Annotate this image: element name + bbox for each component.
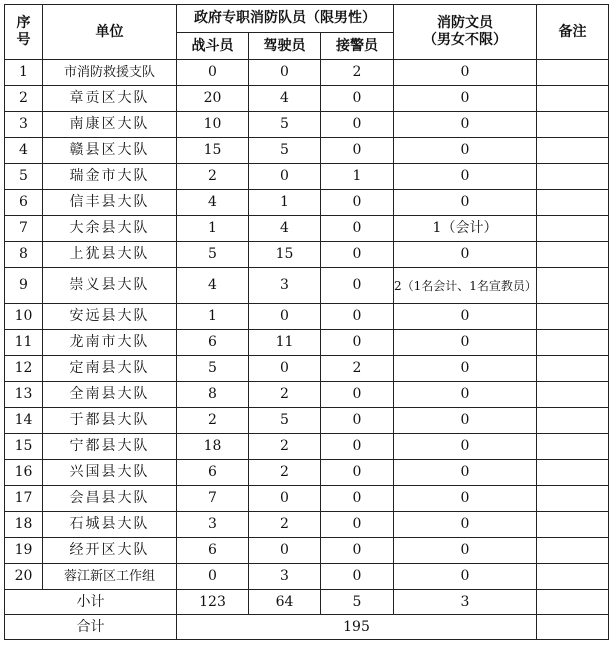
remark-cell [537, 164, 609, 190]
total-label: 合计 [5, 615, 177, 640]
civil-staff-cell: 0 [394, 512, 537, 538]
recruitment-table [4, 4, 609, 640]
civil-staff-cell: 0 [394, 486, 537, 512]
fighter-cell: 7 [177, 486, 249, 512]
civil-staff-cell: 0 [394, 434, 537, 460]
fighter-cell: 5 [177, 242, 249, 268]
table-row [5, 190, 609, 216]
remark-cell [537, 564, 609, 590]
remark-cell [537, 408, 609, 434]
unit-cell: 瑞金市大队 [43, 164, 177, 190]
unit-cell: 南康区大队 [43, 112, 177, 138]
remark-cell [537, 356, 609, 382]
remark-cell [537, 460, 609, 486]
subtotal-fighter: 123 [177, 590, 249, 615]
row-number-cell: 10 [5, 304, 43, 330]
driver-cell: 0 [249, 304, 321, 330]
row-number-cell: 4 [5, 138, 43, 164]
table-row [5, 60, 609, 86]
unit-cell: 上犹县大队 [43, 242, 177, 268]
remark-cell [537, 138, 609, 164]
dispatcher-cell: 0 [321, 138, 394, 164]
fighter-cell: 5 [177, 356, 249, 382]
dispatcher-cell: 0 [321, 408, 394, 434]
civil-staff-cell: 2（1名会计、1名宣教员） [394, 268, 537, 304]
row-number-cell: 3 [5, 112, 43, 138]
fighter-cell: 20 [177, 86, 249, 112]
row-number-cell: 18 [5, 512, 43, 538]
driver-cell: 3 [249, 268, 321, 304]
seq-header [5, 5, 43, 60]
driver-cell: 0 [249, 486, 321, 512]
row-number-cell: 9 [5, 268, 43, 304]
total-value: 195 [177, 615, 537, 640]
remark-cell [537, 86, 609, 112]
table-row [5, 86, 609, 112]
table-row [5, 356, 609, 382]
unit-cell: 宁都县大队 [43, 434, 177, 460]
table-header [5, 5, 609, 60]
fighter-cell: 10 [177, 112, 249, 138]
unit-cell: 会昌县大队 [43, 486, 177, 512]
remark-header: 备注 [537, 5, 609, 60]
fighter-cell: 6 [177, 330, 249, 356]
table-row [5, 382, 609, 408]
dispatcher-cell: 0 [321, 190, 394, 216]
civil-staff-cell: 0 [394, 330, 537, 356]
driver-cell: 4 [249, 86, 321, 112]
table-row [5, 112, 609, 138]
row-number-cell: 6 [5, 190, 43, 216]
dispatcher-cell: 0 [321, 242, 394, 268]
row-number-cell: 17 [5, 486, 43, 512]
row-number-cell: 19 [5, 538, 43, 564]
driver-cell: 3 [249, 564, 321, 590]
subtotal-label: 小计 [5, 590, 177, 615]
fighter-cell: 1 [177, 304, 249, 330]
row-number-cell: 16 [5, 460, 43, 486]
subtotal-civil: 3 [394, 590, 537, 615]
unit-cell: 龙南市大队 [43, 330, 177, 356]
fighter-cell: 6 [177, 460, 249, 486]
civil-staff-cell: 0 [394, 112, 537, 138]
dispatcher-cell: 2 [321, 356, 394, 382]
seq-header-bottom: 号 [16, 32, 31, 48]
firefighter-group-header: 政府专职消防队员（限男性） [177, 5, 394, 33]
remark-cell [537, 330, 609, 356]
civil-staff-header-bottom: （男女不限） [423, 32, 507, 48]
table-row [5, 330, 609, 356]
remark-cell [537, 304, 609, 330]
dispatcher-cell: 0 [321, 86, 394, 112]
driver-cell: 0 [249, 60, 321, 86]
table-row [5, 512, 609, 538]
fighter-cell: 0 [177, 564, 249, 590]
driver-cell: 5 [249, 408, 321, 434]
driver-cell: 2 [249, 434, 321, 460]
table-row [5, 242, 609, 268]
driver-cell: 11 [249, 330, 321, 356]
subtotal-dispatcher: 5 [321, 590, 394, 615]
row-number-cell: 2 [5, 86, 43, 112]
remark-cell [537, 538, 609, 564]
civil-staff-cell: 1（会计） [394, 216, 537, 242]
fighter-cell: 6 [177, 538, 249, 564]
remark-cell [537, 60, 609, 86]
unit-cell: 兴国县大队 [43, 460, 177, 486]
remark-cell [537, 242, 609, 268]
dispatcher-cell: 0 [321, 486, 394, 512]
unit-cell: 于都县大队 [43, 408, 177, 434]
driver-cell: 15 [249, 242, 321, 268]
total-row [5, 615, 609, 640]
unit-cell: 蓉江新区工作组 [43, 564, 177, 590]
civil-staff-cell: 0 [394, 86, 537, 112]
table-row [5, 460, 609, 486]
fighter-cell: 1 [177, 216, 249, 242]
driver-cell: 2 [249, 382, 321, 408]
driver-header: 驾驶员 [249, 33, 321, 60]
fighter-header: 战斗员 [177, 33, 249, 60]
dispatcher-cell: 0 [321, 512, 394, 538]
civil-staff-cell: 0 [394, 190, 537, 216]
dispatcher-cell: 0 [321, 304, 394, 330]
driver-cell: 0 [249, 356, 321, 382]
subtotal-remark [537, 590, 609, 615]
unit-cell: 崇义县大队 [43, 268, 177, 304]
civil-staff-cell: 0 [394, 242, 537, 268]
fighter-cell: 8 [177, 382, 249, 408]
subtotal-row [5, 590, 609, 615]
table-row [5, 538, 609, 564]
unit-cell: 市消防救援支队 [43, 60, 177, 86]
table-row [5, 216, 609, 242]
table-footer [5, 590, 609, 640]
dispatcher-cell: 0 [321, 538, 394, 564]
civil-staff-cell: 0 [394, 356, 537, 382]
unit-cell: 石城县大队 [43, 512, 177, 538]
driver-cell: 5 [249, 138, 321, 164]
remark-cell [537, 434, 609, 460]
row-number-cell: 13 [5, 382, 43, 408]
table-row [5, 564, 609, 590]
fighter-cell: 4 [177, 268, 249, 304]
table-body [5, 60, 609, 590]
subtotal-driver: 64 [249, 590, 321, 615]
remark-cell [537, 216, 609, 242]
unit-cell: 赣县区大队 [43, 138, 177, 164]
unit-cell: 经开区大队 [43, 538, 177, 564]
unit-cell: 全南县大队 [43, 382, 177, 408]
table-row [5, 138, 609, 164]
civil-staff-cell: 0 [394, 408, 537, 434]
fighter-cell: 15 [177, 138, 249, 164]
fighter-cell: 2 [177, 164, 249, 190]
dispatcher-header: 接警员 [321, 33, 394, 60]
dispatcher-cell: 0 [321, 460, 394, 486]
driver-cell: 0 [249, 538, 321, 564]
row-number-cell: 14 [5, 408, 43, 434]
fighter-cell: 18 [177, 434, 249, 460]
dispatcher-cell: 0 [321, 564, 394, 590]
driver-cell: 2 [249, 512, 321, 538]
total-remark [537, 615, 609, 640]
fighter-cell: 4 [177, 190, 249, 216]
row-number-cell: 8 [5, 242, 43, 268]
civil-staff-cell: 0 [394, 304, 537, 330]
table-row [5, 164, 609, 190]
civil-staff-header [394, 5, 537, 60]
driver-cell: 4 [249, 216, 321, 242]
table-row [5, 434, 609, 460]
civil-staff-cell: 0 [394, 138, 537, 164]
civil-staff-cell: 0 [394, 382, 537, 408]
row-number-cell: 15 [5, 434, 43, 460]
unit-cell: 大余县大队 [43, 216, 177, 242]
dispatcher-cell: 0 [321, 216, 394, 242]
dispatcher-cell: 1 [321, 164, 394, 190]
seq-header-top: 序 [16, 15, 31, 31]
fighter-cell: 3 [177, 512, 249, 538]
remark-cell [537, 112, 609, 138]
civil-staff-cell: 0 [394, 60, 537, 86]
civil-staff-cell: 0 [394, 538, 537, 564]
remark-cell [537, 268, 609, 304]
remark-cell [537, 486, 609, 512]
unit-header: 单位 [43, 5, 177, 60]
civil-staff-header-top: 消防文员 [437, 15, 493, 31]
driver-cell: 5 [249, 112, 321, 138]
dispatcher-cell: 0 [321, 330, 394, 356]
row-number-cell: 20 [5, 564, 43, 590]
row-number-cell: 7 [5, 216, 43, 242]
unit-cell: 信丰县大队 [43, 190, 177, 216]
driver-cell: 0 [249, 164, 321, 190]
civil-staff-cell: 0 [394, 460, 537, 486]
row-number-cell: 12 [5, 356, 43, 382]
row-number-cell: 11 [5, 330, 43, 356]
dispatcher-cell: 0 [321, 434, 394, 460]
table-row [5, 486, 609, 512]
dispatcher-cell: 0 [321, 268, 394, 304]
unit-cell: 章贡区大队 [43, 86, 177, 112]
table-row [5, 268, 609, 304]
row-number-cell: 1 [5, 60, 43, 86]
table-row [5, 408, 609, 434]
row-number-cell: 5 [5, 164, 43, 190]
dispatcher-cell: 2 [321, 60, 394, 86]
remark-cell [537, 190, 609, 216]
remark-cell [537, 382, 609, 408]
fighter-cell: 2 [177, 408, 249, 434]
dispatcher-cell: 0 [321, 382, 394, 408]
table-row [5, 304, 609, 330]
driver-cell: 2 [249, 460, 321, 486]
remark-cell [537, 512, 609, 538]
driver-cell: 1 [249, 190, 321, 216]
dispatcher-cell: 0 [321, 112, 394, 138]
civil-staff-cell: 0 [394, 564, 537, 590]
civil-staff-cell: 0 [394, 164, 537, 190]
unit-cell: 安远县大队 [43, 304, 177, 330]
fighter-cell: 0 [177, 60, 249, 86]
unit-cell: 定南县大队 [43, 356, 177, 382]
